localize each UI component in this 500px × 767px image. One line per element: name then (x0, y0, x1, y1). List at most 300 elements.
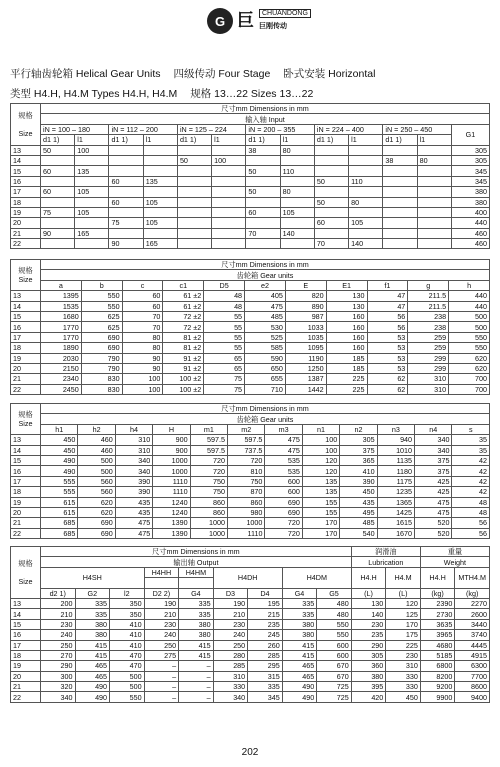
wt-h4h-header: H4.H (420, 567, 455, 588)
size-header: 规格 Size (11, 260, 41, 291)
value-cell: 4445 (455, 640, 490, 650)
value-cell: 690 (78, 528, 115, 538)
value-cell: 1365 (377, 497, 414, 507)
value-cell (280, 197, 314, 207)
value-cell: 750 (190, 487, 227, 497)
value-cell: 475 (115, 518, 152, 528)
value-cell: 299 (408, 353, 449, 363)
value-cell (349, 145, 383, 155)
value-cell: 2270 (455, 598, 490, 608)
table-row (11, 384, 490, 394)
header-types: 类型 H4.H, H4.M Types H4.H, H4.M (10, 88, 178, 100)
table-row (11, 435, 490, 445)
col-header: G4 (179, 588, 214, 598)
value-cell: 540 (340, 528, 377, 538)
value-cell: 72 ±2 (163, 311, 204, 321)
size-cell: 16 (11, 176, 41, 186)
value-cell: 305 (351, 650, 386, 660)
value-cell (41, 239, 75, 249)
value-cell: 2340 (41, 374, 82, 384)
col-header: h1 (41, 424, 78, 434)
table-row (11, 207, 490, 217)
size-cell: 13 (11, 291, 41, 301)
value-cell: 335 (179, 598, 214, 608)
value-cell: 550 (449, 332, 490, 342)
value-cell: 60 (246, 207, 280, 217)
value-cell: 690 (81, 332, 122, 342)
value-cell: 465 (282, 671, 317, 681)
table-row (11, 640, 490, 650)
value-cell: 380 (282, 630, 317, 640)
value-cell (177, 197, 211, 207)
value-cell: 405 (245, 291, 286, 301)
value-cell: 35 (452, 445, 490, 455)
value-cell: 100 (212, 155, 246, 165)
value-cell (383, 166, 417, 176)
value-cell: – (144, 692, 179, 702)
value-cell: 1425 (377, 507, 414, 517)
value-cell (417, 207, 451, 217)
value-cell: 225 (326, 374, 367, 384)
value-cell: 435 (115, 497, 152, 507)
value-cell (177, 187, 211, 197)
value-cell: 105 (143, 197, 177, 207)
value-cell (143, 207, 177, 217)
value-cell: 80 (349, 197, 383, 207)
value-cell (177, 228, 211, 238)
value-cell: 380 (75, 630, 110, 640)
col-header: b (81, 280, 122, 290)
value-cell: 480 (317, 598, 352, 608)
value-cell: 335 (179, 609, 214, 619)
value-cell: 1175 (377, 476, 414, 486)
value-cell: 475 (265, 445, 302, 455)
value-cell: 48 (204, 301, 245, 311)
value-cell: 790 (81, 353, 122, 363)
value-cell: 490 (41, 455, 78, 465)
value-cell: 485 (245, 311, 286, 321)
value-cell: 53 (367, 332, 408, 342)
value-cell: – (179, 671, 214, 681)
value-cell: 380 (451, 187, 489, 197)
h4dm-header: H4DM (282, 567, 351, 588)
value-cell: 535 (265, 455, 302, 465)
value-cell (280, 176, 314, 186)
value-cell: 450 (41, 445, 78, 455)
value-cell: 550 (317, 619, 352, 629)
value-cell: 62 (367, 374, 408, 384)
value-cell: 250 (144, 640, 179, 650)
value-cell: 130 (326, 301, 367, 311)
value-cell: 380 (282, 619, 317, 629)
col-header-row (11, 280, 490, 290)
size-cell: 18 (11, 487, 41, 497)
size-cell: 14 (11, 445, 41, 455)
value-cell: 345 (451, 166, 489, 176)
value-cell (246, 239, 280, 249)
value-cell: 5185 (420, 650, 455, 660)
value-cell: 2150 (41, 363, 82, 373)
value-cell (280, 239, 314, 249)
value-cell: 225 (326, 384, 367, 394)
value-cell: 80 (280, 145, 314, 155)
value-cell: 160 (326, 322, 367, 332)
table-row (11, 301, 490, 311)
value-cell: 310 (386, 661, 421, 671)
value-cell: 9900 (420, 692, 455, 702)
logo-chinese: 巨 (237, 11, 255, 30)
brand-logo (207, 6, 317, 38)
value-cell: 125 (386, 609, 421, 619)
value-cell (143, 187, 177, 197)
size-cell: 14 (11, 609, 41, 619)
value-cell (143, 155, 177, 165)
value-cell (109, 187, 143, 197)
col-header: (L) (386, 588, 421, 598)
value-cell: 345 (248, 692, 283, 702)
value-cell: 500 (78, 455, 115, 465)
value-cell: 425 (415, 487, 452, 497)
h4sh-header: H4SH (41, 567, 145, 588)
value-cell: 75 (204, 384, 245, 394)
value-cell: 1110 (153, 476, 190, 486)
size-cell: 19 (11, 207, 41, 217)
input-group-header: 输入轴 Input (41, 114, 490, 124)
table-row (11, 228, 490, 238)
value-cell: 330 (386, 671, 421, 681)
value-cell: – (144, 661, 179, 671)
value-cell (41, 176, 75, 186)
value-cell: 615 (41, 497, 78, 507)
value-cell: 415 (282, 650, 317, 660)
value-cell: 1000 (228, 518, 265, 528)
value-cell: 70 (314, 239, 348, 249)
value-cell: 720 (190, 466, 227, 476)
output-shaft-table (10, 546, 490, 703)
value-cell (314, 187, 348, 197)
ratio-header: iN = 250 – 450 (383, 124, 452, 134)
table-row (11, 374, 490, 384)
value-cell: 310 (408, 374, 449, 384)
value-cell: 100 (122, 374, 163, 384)
value-cell: 380 (75, 619, 110, 629)
value-cell: 530 (245, 322, 286, 332)
value-cell (212, 197, 246, 207)
value-cell: 240 (144, 630, 179, 640)
value-cell: – (179, 692, 214, 702)
value-cell (349, 187, 383, 197)
value-cell: 195 (248, 598, 283, 608)
col-header: m3 (265, 424, 302, 434)
value-cell: 60 (122, 301, 163, 311)
value-cell: 240 (213, 630, 248, 640)
value-cell (349, 228, 383, 238)
value-cell: 750 (228, 476, 265, 486)
value-cell: 340 (41, 692, 76, 702)
value-cell (41, 155, 75, 165)
value-cell (383, 228, 417, 238)
value-cell: 500 (110, 671, 145, 681)
value-cell: 230 (41, 619, 76, 629)
value-cell: 42 (452, 487, 490, 497)
col-header: m2 (228, 424, 265, 434)
value-cell: 290 (351, 640, 386, 650)
weight-en-header: Weight (420, 557, 489, 567)
size-cell: 20 (11, 363, 41, 373)
value-cell (417, 187, 451, 197)
value-cell: 320 (41, 682, 76, 692)
value-cell: 200 (41, 598, 76, 608)
value-cell: 335 (282, 598, 317, 608)
value-cell (212, 218, 246, 228)
value-cell: 1000 (153, 466, 190, 476)
table-row (11, 619, 490, 629)
value-cell: 8200 (420, 671, 455, 681)
value-cell: 185 (326, 363, 367, 373)
col-header: D2 2) (144, 588, 179, 598)
value-cell (212, 166, 246, 176)
value-cell: 1110 (228, 528, 265, 538)
col-header: d1 1) (383, 135, 417, 145)
table-row (11, 692, 490, 702)
value-cell: 215 (248, 609, 283, 619)
table-row (11, 661, 490, 671)
value-cell: 238 (408, 322, 449, 332)
value-cell (417, 176, 451, 186)
value-cell: 1035 (285, 332, 326, 342)
value-cell: 500 (449, 322, 490, 332)
value-cell: 56 (452, 528, 490, 538)
value-cell (417, 239, 451, 249)
value-cell: 750 (190, 476, 227, 486)
value-cell: 420 (351, 692, 386, 702)
ratio-header: iN = 200 – 355 (246, 124, 314, 134)
value-cell: 440 (449, 291, 490, 301)
value-cell: 2450 (41, 384, 82, 394)
col-header: D4 (248, 588, 283, 598)
value-cell: 130 (351, 598, 386, 608)
value-cell: 1770 (41, 332, 82, 342)
value-cell: 450 (41, 435, 78, 445)
value-cell: 80 (417, 155, 451, 165)
value-cell: 600 (265, 487, 302, 497)
value-cell: 415 (75, 650, 110, 660)
g1-header: G1 (451, 124, 489, 145)
value-cell: 230 (386, 650, 421, 660)
col-header: l1 (143, 135, 177, 145)
value-cell: 820 (285, 291, 326, 301)
value-cell: 475 (245, 301, 286, 311)
value-cell: 830 (81, 384, 122, 394)
value-cell: 235 (351, 630, 386, 640)
size-cell: 22 (11, 528, 41, 538)
value-cell: 60 (122, 291, 163, 301)
value-cell: 260 (248, 640, 283, 650)
value-cell: 81 ±2 (163, 343, 204, 353)
value-cell: 340 (115, 466, 152, 476)
col-header: c1 (163, 280, 204, 290)
value-cell: 275 (144, 650, 179, 660)
size-cell: 22 (11, 239, 41, 249)
col-header: n1 (302, 424, 339, 434)
value-cell (212, 228, 246, 238)
size-cell: 17 (11, 640, 41, 650)
value-cell: 160 (326, 332, 367, 342)
value-cell: 1190 (285, 353, 326, 363)
col-header: D3 (213, 588, 248, 598)
value-cell: 165 (75, 228, 109, 238)
value-cell (383, 239, 417, 249)
value-cell (383, 207, 417, 217)
value-cell: 155 (302, 497, 339, 507)
value-cell: 8600 (455, 682, 490, 692)
value-cell: 155 (302, 507, 339, 517)
value-cell: 50 (177, 155, 211, 165)
col-header: H (153, 424, 190, 434)
col-header: c (122, 280, 163, 290)
value-cell: 38 (383, 155, 417, 165)
size-cell: 13 (11, 145, 41, 155)
table-row (11, 197, 490, 207)
value-cell: 310 (408, 384, 449, 394)
value-cell: 60 (41, 187, 75, 197)
value-cell: 47 (367, 291, 408, 301)
value-cell: 1033 (285, 322, 326, 332)
value-cell: 390 (115, 476, 152, 486)
lubrication-en-header: Lubrication (351, 557, 420, 567)
value-cell: 75 (109, 218, 143, 228)
value-cell: 4680 (420, 640, 455, 650)
col-header-row (11, 424, 490, 434)
value-cell: 120 (302, 466, 339, 476)
value-cell: 60 (109, 176, 143, 186)
value-cell: 65 (204, 363, 245, 373)
value-cell: 1770 (41, 322, 82, 332)
value-cell (212, 187, 246, 197)
value-cell: 460 (451, 228, 489, 238)
value-cell (143, 145, 177, 155)
value-cell: 250 (213, 640, 248, 650)
value-cell: – (144, 671, 179, 681)
value-cell (383, 176, 417, 186)
table-row (11, 650, 490, 660)
value-cell: 55 (204, 332, 245, 342)
value-cell: 435 (115, 507, 152, 517)
value-cell (143, 228, 177, 238)
table-row (11, 609, 490, 619)
value-cell: 600 (265, 476, 302, 486)
col-header: h4 (115, 424, 152, 434)
col-header: D5 (204, 280, 245, 290)
value-cell: 1670 (377, 528, 414, 538)
value-cell: 490 (41, 466, 78, 476)
size-cell: 20 (11, 218, 41, 228)
value-cell: 235 (248, 619, 283, 629)
value-cell: 170 (302, 528, 339, 538)
value-cell: 285 (213, 661, 248, 671)
value-cell: 410 (110, 619, 145, 629)
value-cell: 70 (122, 311, 163, 321)
value-cell: 72 ±2 (163, 322, 204, 332)
value-cell: 365 (340, 455, 377, 465)
value-cell: 305 (451, 145, 489, 155)
value-cell: 987 (285, 311, 326, 321)
header-product: 平行轴齿轮箱 Helical Gear Units (10, 68, 161, 80)
size-cell: 15 (11, 166, 41, 176)
size-cell: 21 (11, 228, 41, 238)
value-cell: 555 (41, 487, 78, 497)
table-row (11, 507, 490, 517)
table-row (11, 353, 490, 363)
value-cell (41, 218, 75, 228)
value-cell: 1000 (190, 528, 227, 538)
value-cell: 1000 (190, 518, 227, 528)
table-row (11, 518, 490, 528)
value-cell: 38 (246, 145, 280, 155)
value-cell: 620 (449, 363, 490, 373)
value-cell: 1010 (377, 445, 414, 455)
value-cell: 500 (449, 311, 490, 321)
value-cell: 1395 (41, 291, 82, 301)
value-cell: 900 (153, 445, 190, 455)
size-cell: 17 (11, 187, 41, 197)
value-cell: 105 (280, 207, 314, 217)
value-cell: 238 (408, 311, 449, 321)
value-cell: 170 (386, 619, 421, 629)
value-cell: 460 (451, 239, 489, 249)
value-cell: 75 (204, 374, 245, 384)
col-header: n2 (340, 424, 377, 434)
value-cell: 120 (386, 598, 421, 608)
value-cell: 335 (75, 609, 110, 619)
value-cell: 550 (110, 692, 145, 702)
table-row (11, 187, 490, 197)
value-cell: 460 (78, 435, 115, 445)
value-cell: 250 (41, 640, 76, 650)
col-header: d1 1) (246, 135, 280, 145)
table-row (11, 239, 490, 249)
ratio-header: iN = 125 – 224 (177, 124, 245, 134)
value-cell: 380 (451, 197, 489, 207)
table-title: 尺寸mm Dimensions in mm (41, 260, 490, 270)
value-cell: 170 (302, 518, 339, 528)
value-cell (314, 166, 348, 176)
value-cell: 60 (41, 166, 75, 176)
header-stage: 四级传动 Four Stage (173, 68, 271, 80)
value-cell: 210 (41, 609, 76, 619)
value-cell: 160 (326, 311, 367, 321)
value-cell: 330 (386, 682, 421, 692)
size-cell: 18 (11, 197, 41, 207)
value-cell: 550 (449, 343, 490, 353)
col-header: E1 (326, 280, 367, 290)
value-cell (177, 145, 211, 155)
value-cell: 340 (213, 692, 248, 702)
size-cell: 17 (11, 332, 41, 342)
value-cell: 61 ±2 (163, 301, 204, 311)
value-cell: 1240 (153, 507, 190, 517)
table-row (11, 598, 490, 608)
value-cell: 140 (280, 228, 314, 238)
size-cell: 15 (11, 311, 41, 321)
value-cell: 560 (78, 476, 115, 486)
value-cell: 50 (246, 166, 280, 176)
value-cell: 690 (81, 343, 122, 353)
value-cell (41, 197, 75, 207)
value-cell: 900 (153, 435, 190, 445)
value-cell: 60 (109, 197, 143, 207)
size-cell: 15 (11, 619, 41, 629)
